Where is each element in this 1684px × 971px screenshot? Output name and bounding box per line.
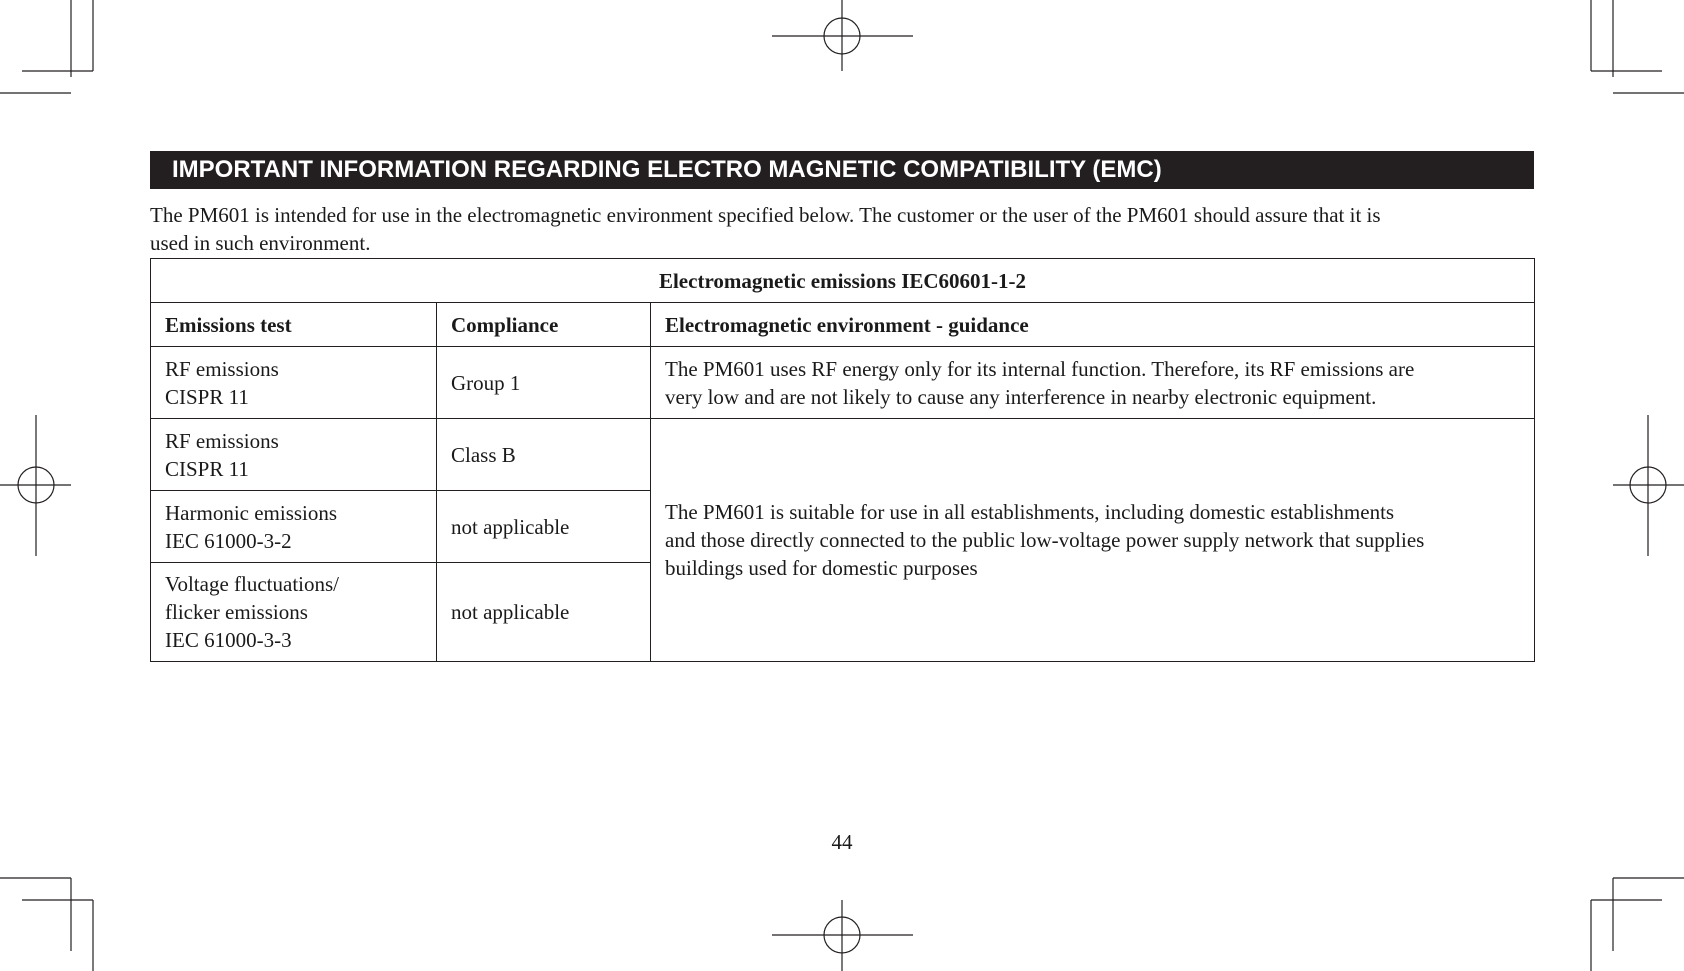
compliance-cell: Class B bbox=[437, 419, 651, 491]
compliance-cell: not applicable bbox=[437, 563, 651, 662]
intro-paragraph bbox=[150, 201, 1540, 257]
page-number: 44 bbox=[831, 830, 853, 854]
table-row bbox=[151, 347, 1535, 419]
column-header-guidance: Electromagnetic environment - guidance bbox=[651, 303, 1535, 347]
section-title-banner: IMPORTANT INFORMATION REGARDING ELECTRO MAGNETIC COMPATIBILITY (EMC) bbox=[150, 151, 1534, 189]
test-name: Voltage fluctuations/ bbox=[165, 572, 339, 596]
test-standard: IEC 61000-3-3 bbox=[165, 628, 292, 652]
registration-mark-right bbox=[1613, 415, 1684, 556]
test-name: RF emissions bbox=[165, 428, 279, 453]
crop-mark-top-right bbox=[1591, 0, 1684, 93]
test-name: flicker emissions bbox=[165, 600, 308, 624]
compliance-cell: not applicable bbox=[437, 491, 651, 563]
guidance-line: The PM601 uses RF energy only for its internal function. Therefore, its RF emissions are bbox=[665, 356, 1415, 381]
registration-mark-left bbox=[0, 415, 71, 556]
guidance-line: The PM601 is suitable for use in all establishments, including domestic establishments bbox=[665, 500, 1395, 524]
column-header-emissions-test: Emissions test bbox=[151, 303, 437, 347]
emissions-test-cell bbox=[151, 491, 437, 563]
table-row bbox=[151, 419, 1535, 491]
test-name: RF emissions bbox=[165, 356, 279, 381]
intro-line: The PM601 is intended for use in the electromagnetic environment specified below. The customer or the user of the PM601 should assure that it is bbox=[150, 203, 1381, 227]
test-standard: CISPR 11 bbox=[165, 384, 249, 409]
guidance-line: and those directly connected to the public low-voltage power supply network that supplies bbox=[665, 528, 1425, 552]
test-standard: IEC 61000-3-2 bbox=[165, 528, 292, 553]
compliance-cell: Group 1 bbox=[437, 347, 651, 419]
emissions-test-cell bbox=[151, 419, 437, 491]
guidance-line: very low and are not likely to cause any interference in nearby electronic equipment. bbox=[665, 384, 1377, 409]
test-name: Harmonic emissions bbox=[165, 500, 338, 525]
crop-mark-top-left bbox=[0, 0, 93, 93]
crop-mark-bottom-right bbox=[1591, 878, 1684, 971]
emissions-table bbox=[150, 258, 1535, 662]
guidance-cell bbox=[651, 347, 1535, 419]
table-caption: Electromagnetic emissions IEC60601-1-2 bbox=[151, 259, 1535, 303]
crop-mark-bottom-left bbox=[0, 878, 93, 971]
intro-line: used in such environment. bbox=[150, 231, 371, 255]
registration-mark-top bbox=[772, 0, 913, 71]
guidance-line: buildings used for domestic purposes bbox=[665, 556, 978, 580]
test-standard: CISPR 11 bbox=[165, 456, 249, 481]
registration-mark-bottom bbox=[772, 900, 913, 971]
guidance-cell bbox=[651, 419, 1535, 662]
emissions-test-cell bbox=[151, 563, 437, 662]
emissions-test-cell bbox=[151, 347, 437, 419]
column-header-compliance: Compliance bbox=[437, 303, 651, 347]
